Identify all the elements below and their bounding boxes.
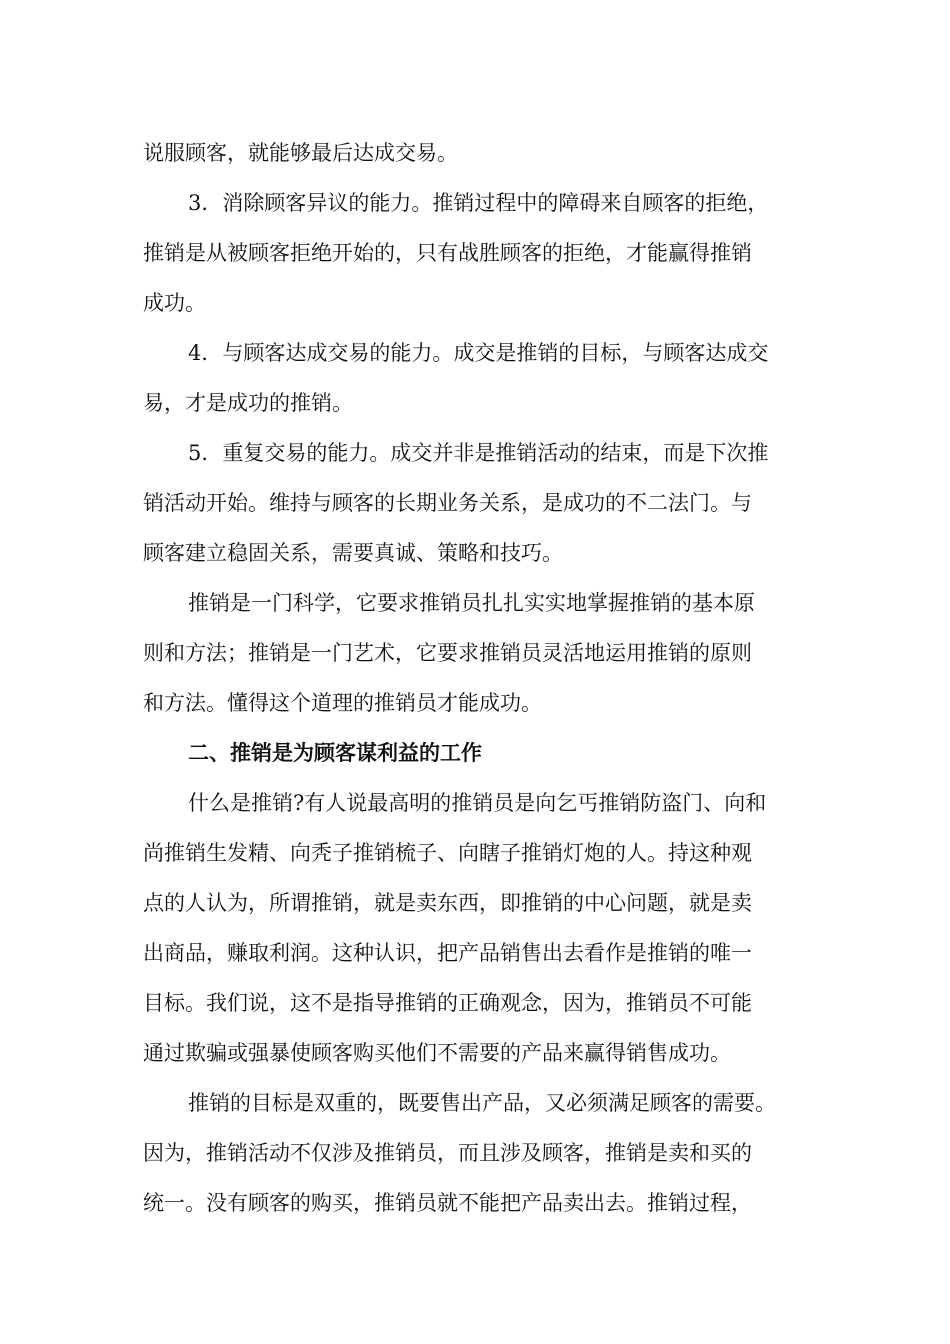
text-line: 易，才是成功的推销。	[143, 391, 353, 415]
text-line: 则和方法；推销是一门艺术，它要求推销员灵活地运用推销的原则	[143, 641, 752, 665]
list-item-4: 4．与顾客达成交易的能力。成交是推销的目标，与顾客达成交	[188, 341, 769, 365]
text-line: 销活动开始。维持与顾客的长期业务关系，是成功的不二法门。与	[143, 491, 752, 515]
text-line: 通过欺骗或强暴使顾客购买他们不需要的产品来赢得销售成功。	[143, 1041, 731, 1065]
text-line: 统一。没有顾客的购买，推销员就不能把产品卖出去。推销过程，	[143, 1191, 752, 1215]
paragraph-start: 什么是推销?有人说最高明的推销员是向乞丐推销防盗门、向和	[188, 791, 767, 815]
text-line: 目标。我们说，这不是指导推销的正确观念，因为，推销员不可能	[143, 991, 752, 1015]
section-heading: 二、推销是为顾客谋利益的工作	[188, 740, 482, 765]
text-line: 说服顾客，就能够最后达成交易。	[143, 141, 458, 165]
text-line: 尚推销生发精、向秃子推销梳子、向瞎子推销灯炮的人。持这种观	[143, 841, 752, 865]
text-line: 顾客建立稳固关系，需要真诚、策略和技巧。	[143, 541, 563, 565]
list-item-3: 3．消除顾客异议的能力。推销过程中的障碍来自顾客的拒绝，	[188, 191, 769, 215]
text-line: 推销是从被顾客拒绝开始的，只有战胜顾客的拒绝，才能赢得推销	[143, 241, 752, 265]
text-line: 出商品，赚取利润。这种认识，把产品销售出去看作是推销的唯一	[143, 941, 752, 965]
text-line: 成功。	[143, 291, 206, 315]
document-body	[143, 128, 823, 1228]
text-line: 和方法。懂得这个道理的推销员才能成功。	[143, 691, 542, 715]
paragraph-start: 推销的目标是双重的，既要售出产品，又必须满足顾客的需要。	[188, 1091, 776, 1115]
text-line: 因为，推销活动不仅涉及推销员，而且涉及顾客，推销是卖和买的	[143, 1141, 752, 1165]
list-item-5: 5．重复交易的能力。成交并非是推销活动的结束，而是下次推	[188, 441, 769, 465]
paragraph-start: 推销是一门科学，它要求推销员扎扎实实地掌握推销的基本原	[188, 591, 755, 615]
text-line: 点的人认为，所谓推销，就是卖东西，即推销的中心问题，就是卖	[143, 891, 752, 915]
